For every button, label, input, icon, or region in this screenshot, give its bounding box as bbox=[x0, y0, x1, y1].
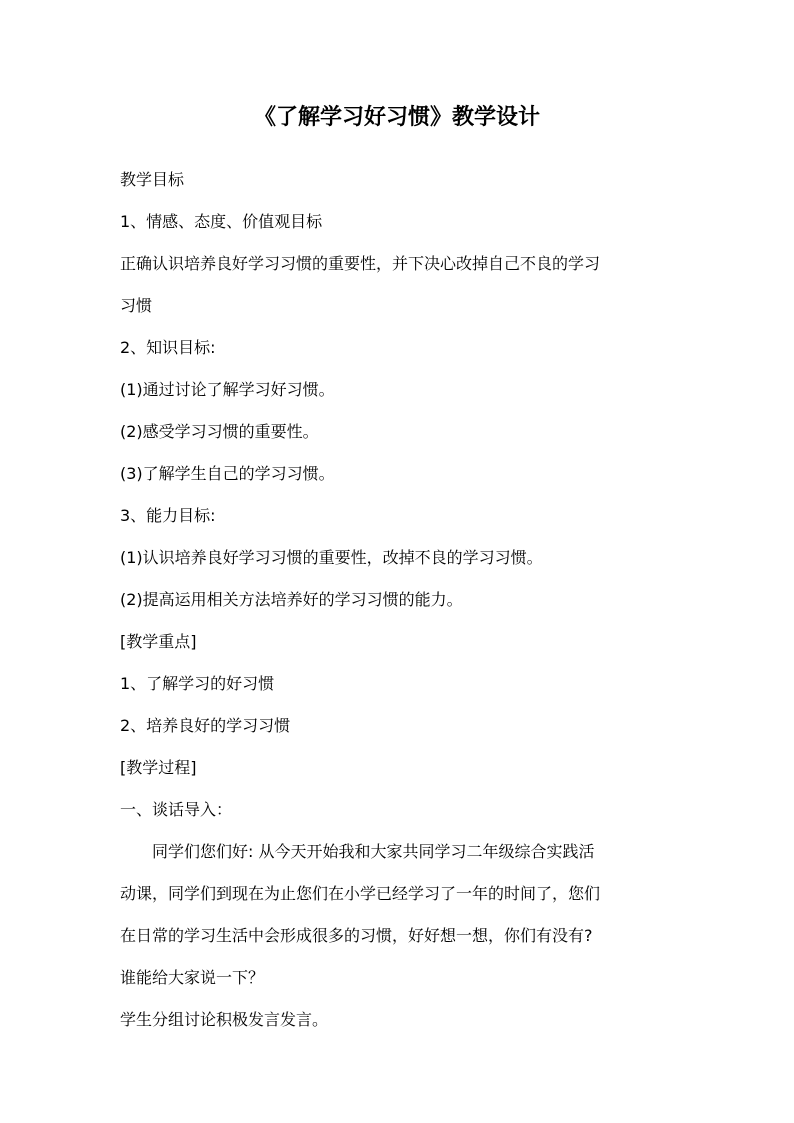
section-heading-process: [教学过程] bbox=[120, 758, 197, 777]
document-title: 《了解学习好习惯》教学设计 bbox=[253, 105, 540, 130]
paragraph-line: 习惯 bbox=[120, 296, 153, 315]
paragraph-line: 正确认识培养良好学习习惯的重要性，并下决心改掉自己不良的学习 bbox=[120, 254, 601, 273]
list-item: 2、培养良好的学习习惯 bbox=[120, 716, 291, 735]
paragraph-line: 学生分组讨论积极发言发言。 bbox=[120, 1010, 329, 1029]
objective-heading-knowledge: 2、知识目标: bbox=[120, 338, 216, 357]
list-item: 1、了解学习的好习惯 bbox=[120, 674, 275, 693]
subsection-heading-intro: 一、谈话导入： bbox=[120, 800, 233, 819]
list-item: (3)了解学生自己的学习习惯。 bbox=[120, 464, 335, 483]
paragraph-line: 同学们您们好: 从今天开始我和大家共同学习二年级综合实践活 bbox=[152, 842, 595, 861]
paragraph-line: 谁能给大家说一下？ bbox=[120, 968, 265, 987]
paragraph-line: 在日常的学习生活中会形成很多的习惯，好好想一想，你们有没有? bbox=[120, 926, 593, 945]
section-heading-key-points: [教学重点] bbox=[120, 632, 197, 651]
list-item: (2)提高运用相关方法培养好的学习习惯的能力。 bbox=[120, 590, 463, 609]
paragraph-line: 动课，同学们到现在为止您们在小学已经学习了一年的时间了，您们 bbox=[120, 884, 601, 903]
list-item: (2)感受学习习惯的重要性。 bbox=[120, 422, 319, 441]
objective-heading-ability: 3、能力目标: bbox=[120, 506, 216, 525]
list-item: (1)认识培养良好学习习惯的重要性，改掉不良的学习习惯。 bbox=[120, 548, 543, 567]
objective-heading-emotion: 1、情感、态度、价值观目标 bbox=[120, 212, 323, 231]
section-heading-objectives: 教学目标 bbox=[120, 170, 185, 189]
list-item: (1)通过讨论了解学习好习惯。 bbox=[120, 380, 335, 399]
